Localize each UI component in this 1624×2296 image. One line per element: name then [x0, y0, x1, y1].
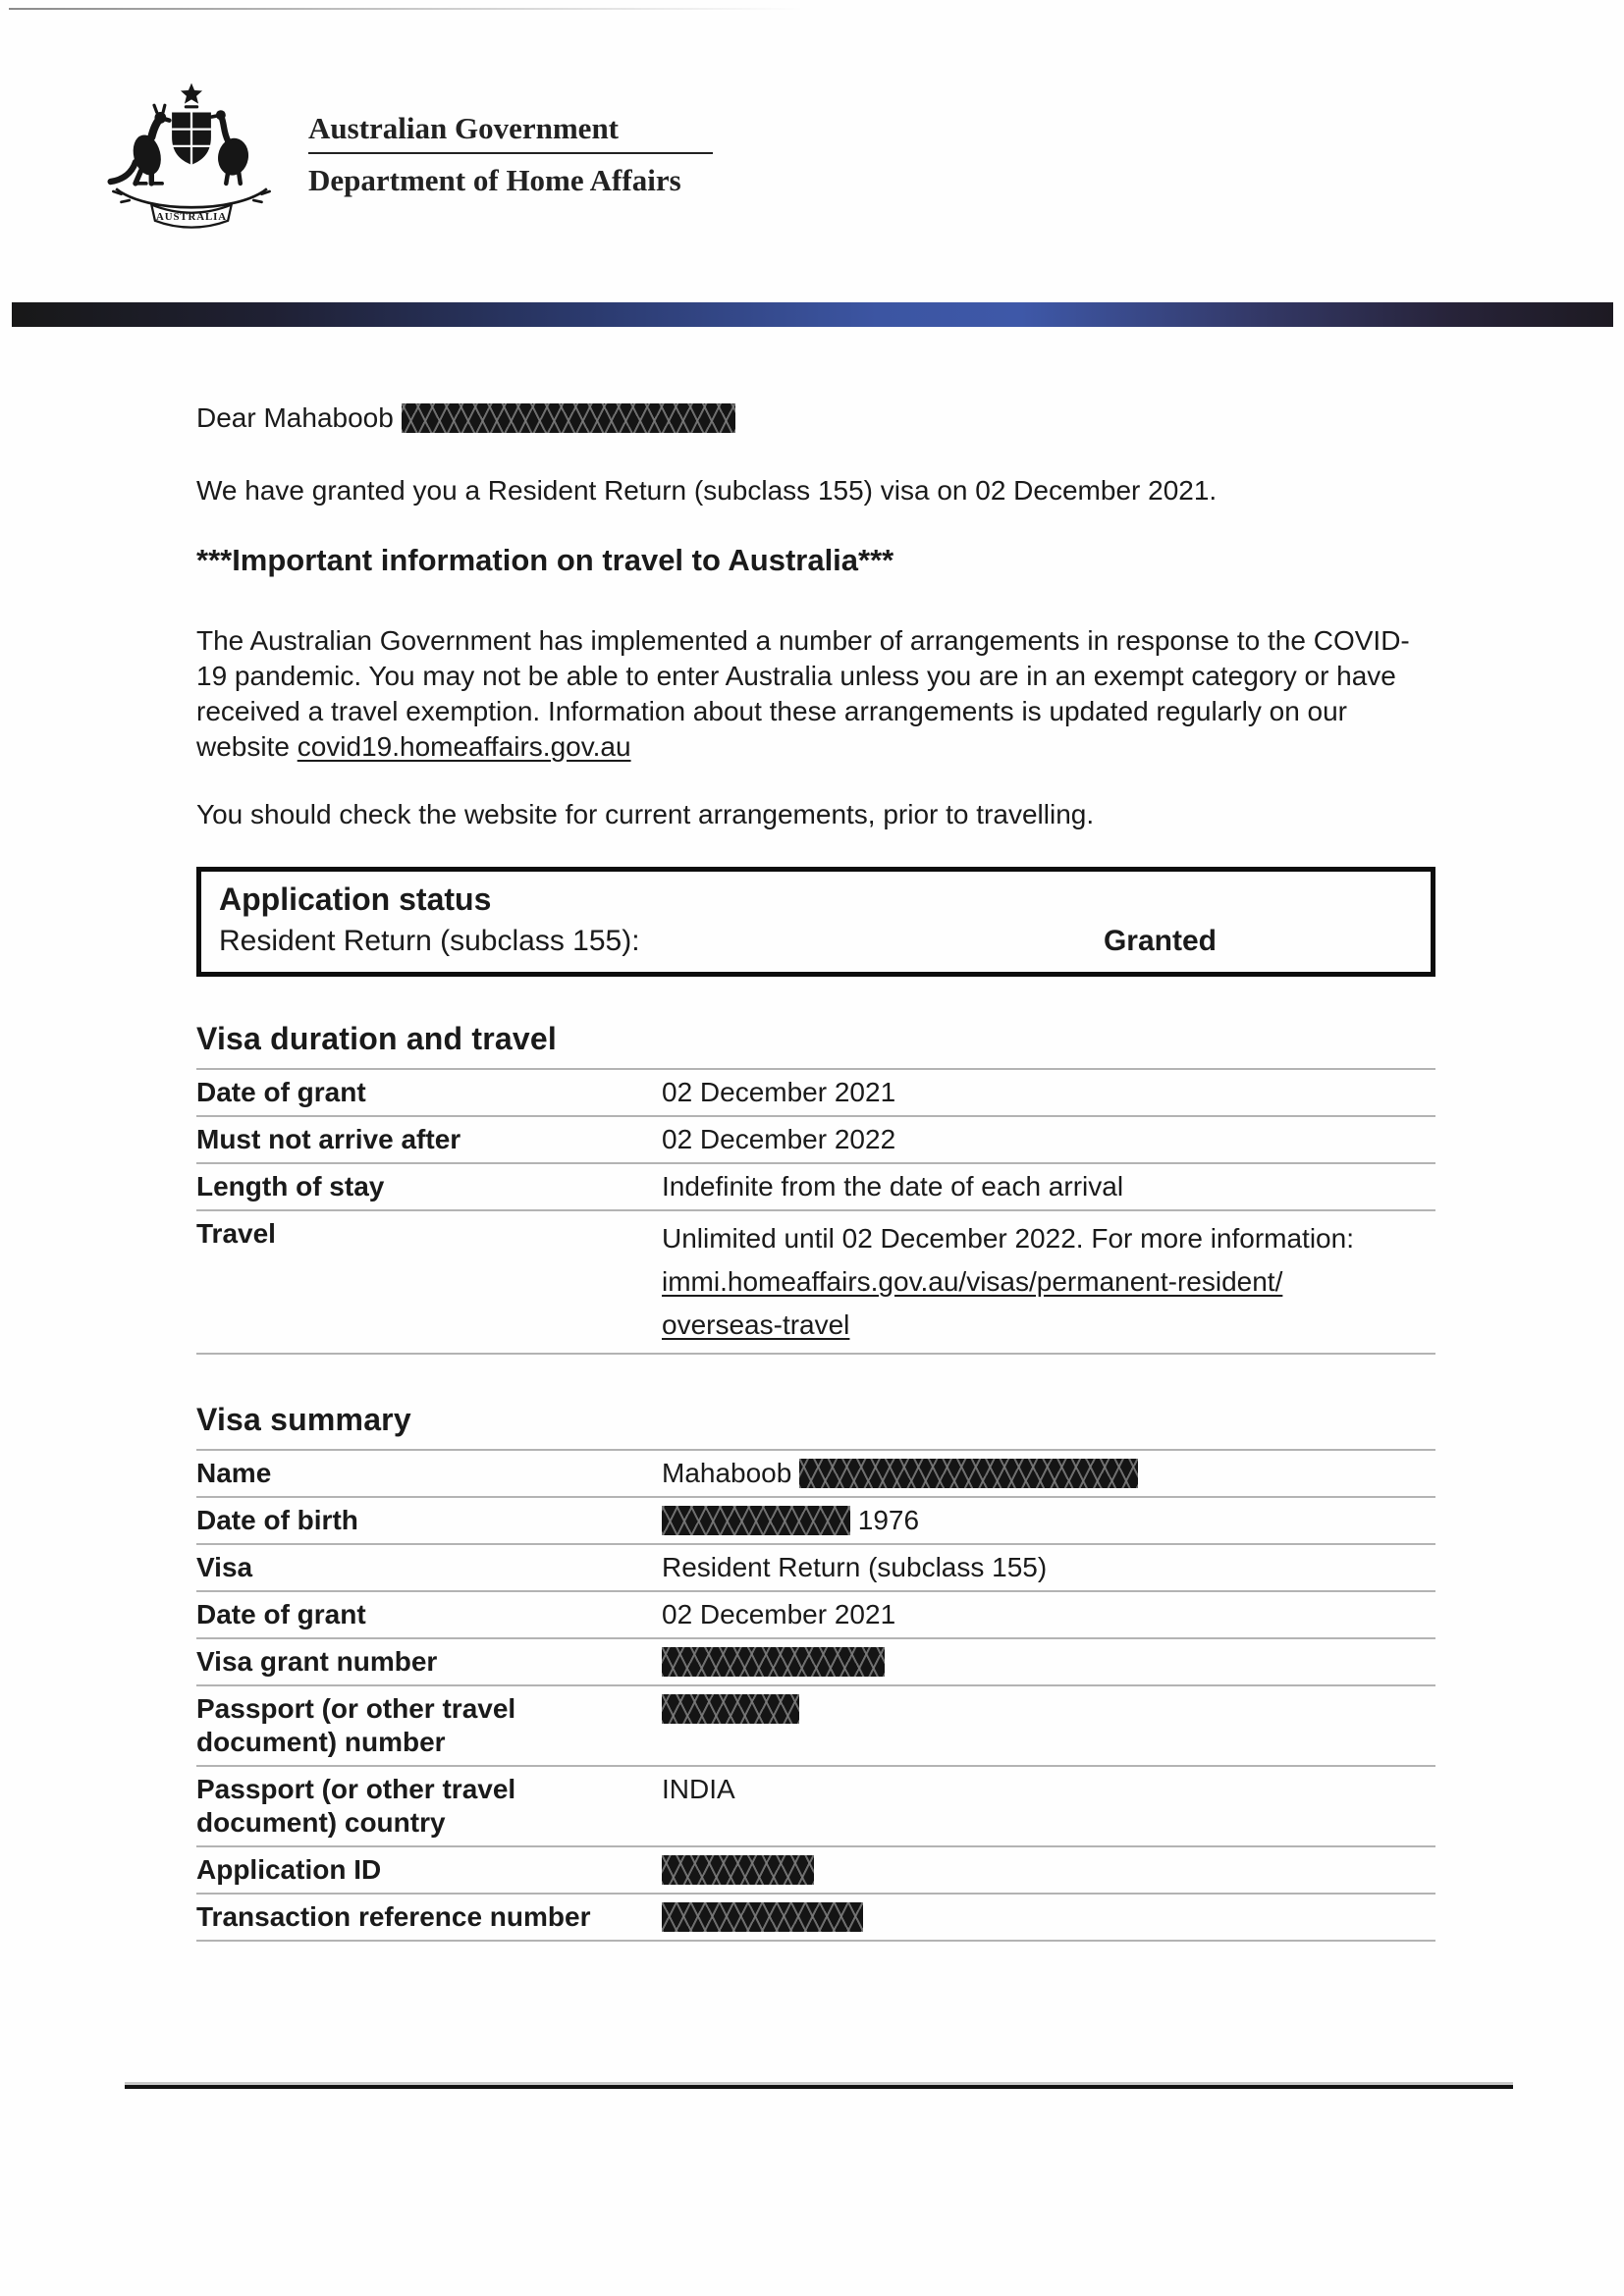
row-value [662, 1900, 1435, 1934]
travel-info-link-line2[interactable]: overseas-travel [662, 1309, 850, 1340]
row-label: Visa grant number [196, 1646, 438, 1677]
row-label: Passport (or other travel document) country [196, 1774, 516, 1838]
row-label: Date of grant [196, 1599, 366, 1629]
travel-info-text: Unlimited until 02 December 2022. For more information: [662, 1223, 1354, 1254]
application-status-title: Application status [219, 881, 492, 917]
wattle-branches [116, 188, 267, 207]
row-value: 02 December 2022 [662, 1124, 896, 1154]
covid-paragraph [196, 623, 1435, 765]
status-visa-label: Resident Return (subclass 155): [219, 925, 640, 957]
grant-sentence: We have granted you a Resident Return (subclass 155) visa on 02 December 2021. [196, 475, 1218, 506]
row-value [662, 1217, 1435, 1347]
important-info-heading: ***Important information on travel to Australia*** [196, 543, 894, 577]
row-label: Passport (or other travel document) number [196, 1693, 516, 1757]
coat-of-arms-graphic [98, 77, 285, 232]
table-row [196, 1115, 1435, 1162]
visa-summary-heading: Visa summary [196, 1402, 411, 1437]
row-value [662, 1457, 1435, 1490]
table-row-travel [196, 1209, 1435, 1353]
redaction-box-birthdate [662, 1506, 850, 1535]
row-label: Visa [196, 1552, 253, 1582]
row-label: Must not arrive after [196, 1124, 461, 1154]
visa-duration-table [196, 1068, 1435, 1355]
birth-year: 1976 [857, 1505, 920, 1535]
row-label: Application ID [196, 1854, 382, 1885]
government-title: Australian Government [308, 112, 713, 154]
redaction-box-application-id [662, 1855, 814, 1885]
row-value: Resident Return (subclass 155) [662, 1552, 1048, 1582]
application-status-row [219, 925, 1413, 958]
redaction-box-transaction-ref [662, 1902, 863, 1932]
application-status-box [196, 867, 1435, 977]
row-value [662, 1853, 1435, 1887]
letter-body [0, 401, 1624, 1942]
table-row [196, 1684, 1435, 1765]
commonwealth-star-icon [181, 83, 202, 104]
redaction-box-passport-number [662, 1694, 799, 1724]
greeting-text: Dear Mahaboob [196, 402, 394, 433]
emu-icon [212, 110, 251, 184]
row-value [662, 1645, 1435, 1679]
coat-of-arms [98, 77, 285, 240]
table-row [196, 1068, 1435, 1115]
table-row [196, 1449, 1435, 1496]
status-badge: Granted [1103, 925, 1217, 957]
row-value: INDIA [662, 1774, 735, 1804]
row-value: 02 December 2021 [662, 1077, 896, 1107]
redaction-box-visa-grant-number [662, 1647, 885, 1677]
row-label: Length of stay [196, 1171, 385, 1201]
row-value: 02 December 2021 [662, 1599, 896, 1629]
visa-duration-heading: Visa duration and travel [196, 1021, 557, 1056]
table-row [196, 1845, 1435, 1893]
travel-info-link-line1[interactable]: immi.homeaffairs.gov.au/visas/permanent-resident/ [662, 1266, 1283, 1297]
table-row [196, 1765, 1435, 1845]
row-value: Indefinite from the date of each arrival [662, 1171, 1124, 1201]
table-row [196, 1637, 1435, 1684]
row-label: Name [196, 1458, 272, 1488]
row-label: Date of birth [196, 1505, 358, 1535]
row-value [662, 1692, 1435, 1759]
letterhead [0, 0, 1624, 240]
header-gradient-bar [12, 302, 1613, 327]
row-label: Travel [196, 1218, 276, 1249]
department-title: Department of Home Affairs [308, 163, 681, 197]
table-row [196, 1543, 1435, 1590]
covid-website-link[interactable]: covid19.homeaffairs.gov.au [297, 731, 631, 762]
row-value [662, 1504, 1435, 1537]
redaction-box-name [402, 403, 735, 433]
footer-divider [125, 2085, 1513, 2089]
redaction-box-surname [799, 1459, 1138, 1488]
table-row [196, 1162, 1435, 1209]
page-top-edge [9, 8, 893, 10]
visa-summary-table [196, 1449, 1435, 1942]
table-row [196, 1893, 1435, 1940]
banner-text: AUSTRALIA [155, 210, 228, 223]
name-prefix: Mahaboob [662, 1458, 792, 1488]
row-label: Date of grant [196, 1077, 366, 1107]
greeting-line [196, 401, 1435, 435]
table-row [196, 1590, 1435, 1637]
check-website-line: You should check the website for current arrangements, prior to travelling. [196, 799, 1095, 829]
covid-paragraph-text: The Australian Government has implemented a number of arrangements in response to the COVID-19 pandemic. You may not be able to enter Australia unless you are in an exempt category or have received a travel exemption. Information about these arrangements is updated regularly on our website [196, 625, 1410, 762]
table-row [196, 1496, 1435, 1543]
kangaroo-icon [111, 105, 170, 184]
row-label: Transaction reference number [196, 1901, 591, 1932]
letterhead-titles [308, 112, 713, 197]
